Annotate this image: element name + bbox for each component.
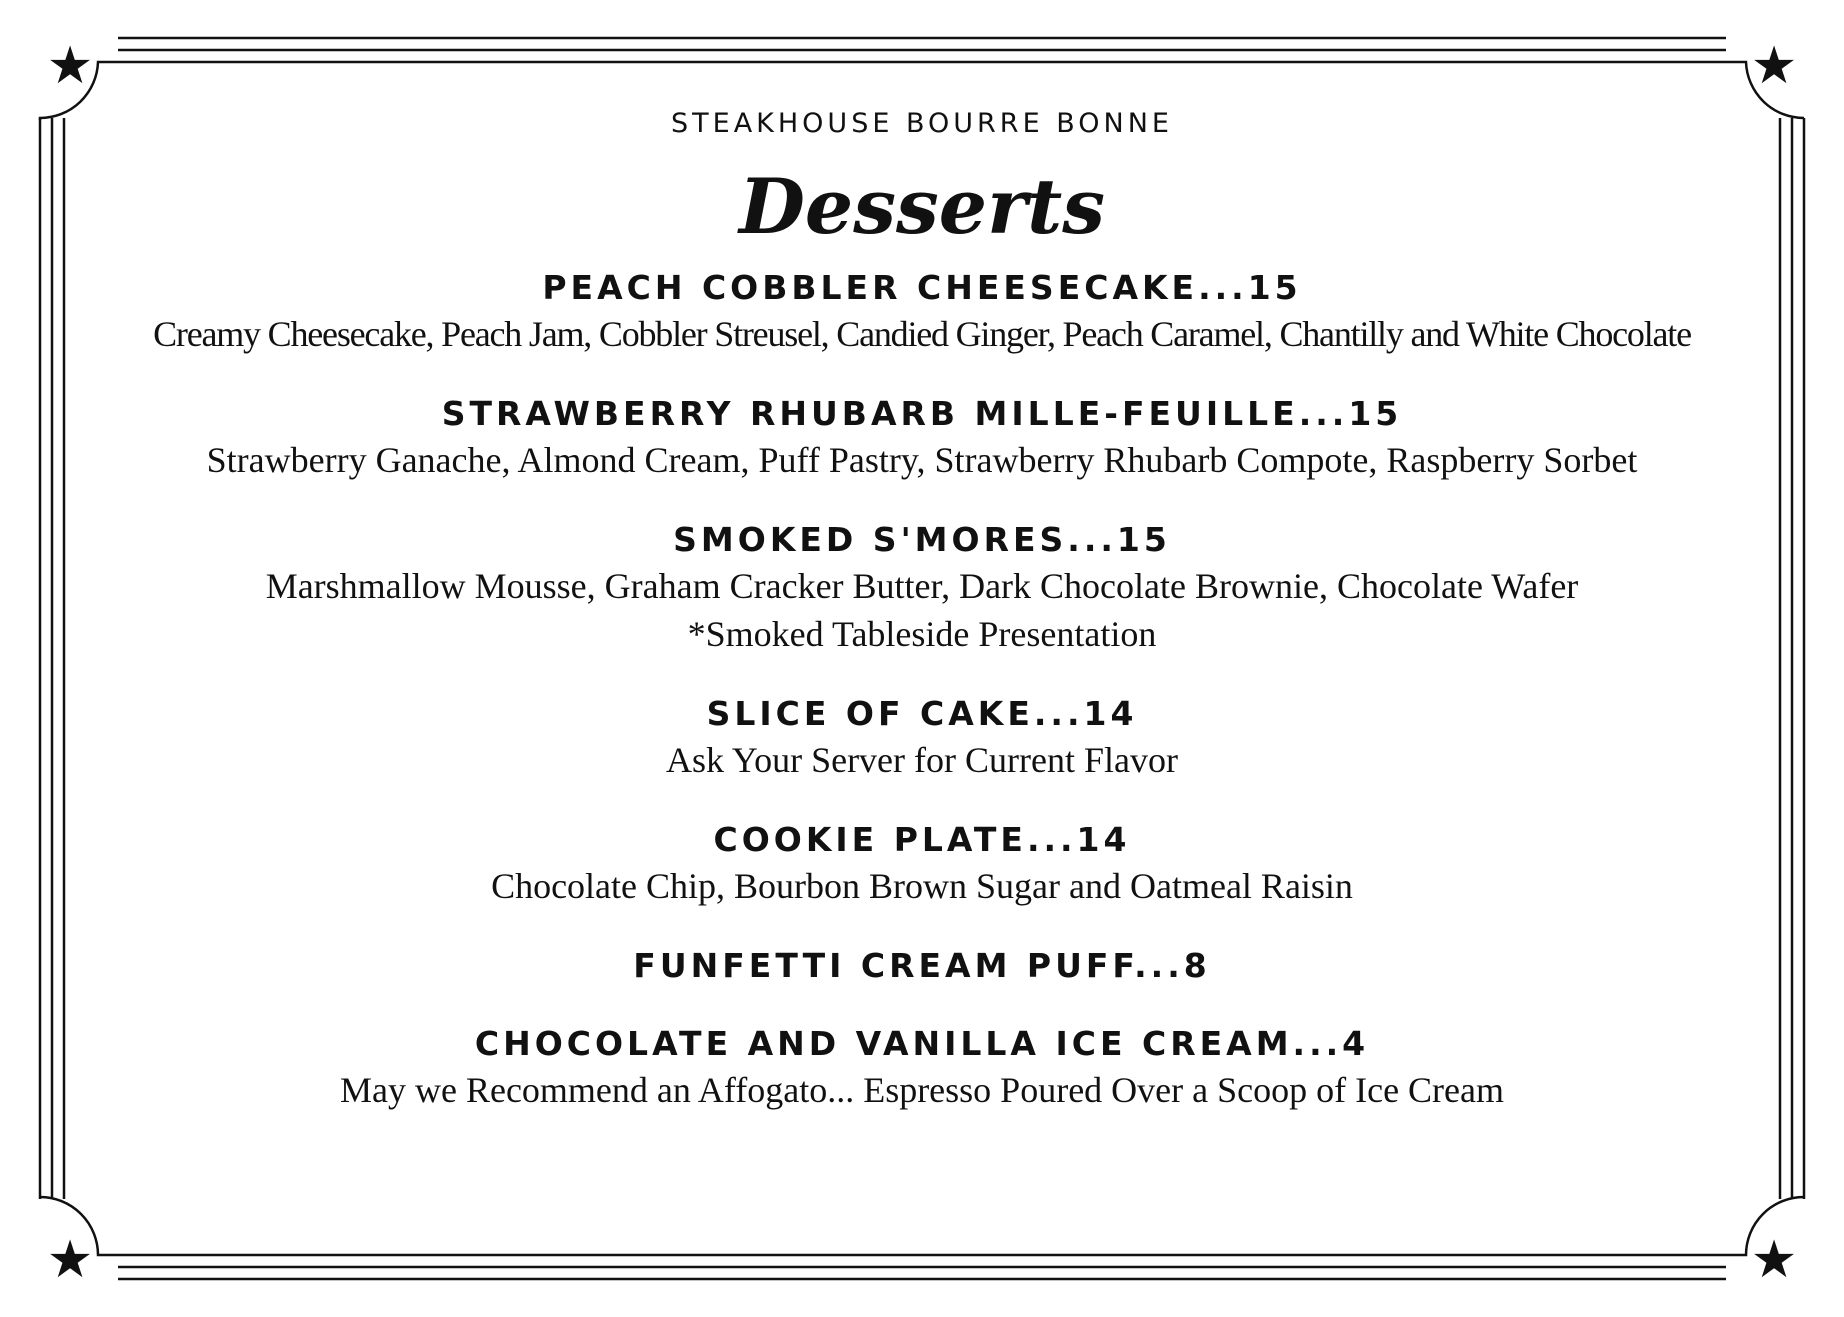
item-name: SMOKED S'MORES...15: [673, 520, 1171, 559]
item-description: Marshmallow Mousse, Graham Cracker Butter, Dark Chocolate Brownie, Chocolate Wafer: [265, 566, 1579, 606]
restaurant-name: STEAKHOUSE BOURRE BONNE: [671, 108, 1173, 139]
menu-item-strawberry-rhubarb-mille-feuille: [110, 392, 1734, 484]
item-description: May we Recommend an Affogato... Espresso Poured Over a Scoop of Ice Cream: [339, 1070, 1505, 1110]
menu-item-smoked-smores: [110, 518, 1734, 658]
menu-item-chocolate-vanilla-ice-cream: [110, 1022, 1734, 1114]
item-note: *Smoked Tableside Presentation: [687, 614, 1157, 654]
item-name: CHOCOLATE AND VANILLA ICE CREAM...4: [474, 1024, 1370, 1063]
star-icon-bottom-right: ★: [1750, 1230, 1798, 1290]
item-description: Ask Your Server for Current Flavor: [666, 740, 1178, 780]
menu-content: [110, 106, 1734, 1114]
menu-item-cookie-plate: [110, 818, 1734, 910]
item-name: STRAWBERRY RHUBARB MILLE-FEUILLE...15: [441, 394, 1403, 433]
star-icon-bottom-left: ★: [46, 1230, 94, 1290]
section-title: Desserts: [738, 162, 1106, 251]
menu-item-funfetti-cream-puff: [110, 944, 1734, 988]
item-name: FUNFETTI CREAM PUFF...8: [633, 946, 1211, 985]
menu-item-slice-of-cake: [110, 692, 1734, 784]
item-name: COOKIE PLATE...14: [713, 820, 1131, 859]
item-name: PEACH COBBLER CHEESECAKE...15: [542, 268, 1302, 307]
star-icon-top-right: ★: [1750, 36, 1798, 96]
item-description: Chocolate Chip, Bourbon Brown Sugar and Oatmeal Raisin: [491, 866, 1353, 906]
item-name: SLICE OF CAKE...14: [706, 694, 1138, 733]
star-icon-top-left: ★: [46, 36, 94, 96]
item-description: Creamy Cheesecake, Peach Jam, Cobbler Streusel, Candied Ginger, Peach Caramel, Chantilly and White Chocolate: [153, 314, 1691, 354]
item-description: Strawberry Ganache, Almond Cream, Puff Pastry, Strawberry Rhubarb Compote, Raspberry Sorbet: [206, 440, 1638, 480]
menu-item-peach-cobbler-cheesecake: [110, 266, 1734, 358]
